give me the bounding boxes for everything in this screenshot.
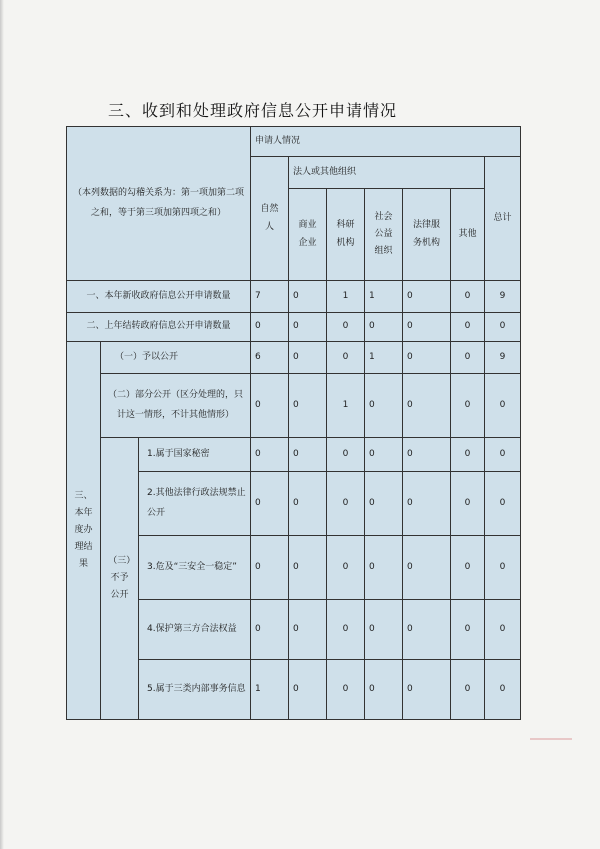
cell-value: 1 — [327, 374, 365, 438]
cell-value: 0 — [251, 374, 289, 438]
row-label: （一）予以公开 — [101, 342, 251, 374]
cell-value: 1 — [365, 281, 403, 313]
cell-value: 0 — [403, 342, 451, 374]
cell-value: 0 — [365, 600, 403, 660]
cell-value: 0 — [451, 313, 485, 342]
cell-value: 0 — [327, 438, 365, 472]
cell-value: 1 — [327, 281, 365, 313]
row-label: 二、上年结转政府信息公开申请数量 — [67, 313, 251, 342]
table-row — [67, 438, 521, 472]
cell-value: 0 — [485, 472, 521, 536]
cell-value: 0 — [403, 536, 451, 600]
cell-value: 1 — [251, 660, 289, 720]
cell-value: 0 — [251, 313, 289, 342]
cell-value: 0 — [403, 660, 451, 720]
cell-value: 6 — [251, 342, 289, 374]
cell-value: 0 — [289, 472, 327, 536]
row-label: （二）部分公开（区分处理的，只计这一情形，不计其他情形） — [101, 374, 251, 438]
cell-value: 0 — [451, 660, 485, 720]
row-label: 5.属于三类内部事务信息 — [139, 660, 251, 720]
cell-value: 0 — [289, 374, 327, 438]
row-label: 4.保护第三方合法权益 — [139, 600, 251, 660]
cell-value: 0 — [451, 472, 485, 536]
cell-value: 0 — [365, 374, 403, 438]
cell-value: 0 — [451, 281, 485, 313]
section-heading: 三、收到和处理政府信息公开申请情况 — [108, 101, 398, 120]
header-public-welfare: 社会公益组织 — [365, 189, 403, 281]
cell-value: 0 — [403, 374, 451, 438]
cell-value: 0 — [327, 472, 365, 536]
cell-value: 0 — [403, 600, 451, 660]
cell-value: 7 — [251, 281, 289, 313]
cell-value: 0 — [289, 313, 327, 342]
cell-value: 0 — [485, 438, 521, 472]
table-row — [67, 281, 521, 313]
applicant-header: 申请人情况 — [251, 127, 521, 157]
cell-value: 0 — [251, 438, 289, 472]
cell-value: 0 — [327, 313, 365, 342]
row-label: 3.危及“三安全一稳定” — [139, 536, 251, 600]
cell-value: 0 — [289, 281, 327, 313]
cell-value: 0 — [485, 536, 521, 600]
legal-entity-header: 法人或其他组织 — [289, 157, 485, 189]
cell-value: 0 — [451, 438, 485, 472]
cell-value: 9 — [485, 281, 521, 313]
cell-value: 1 — [365, 342, 403, 374]
group-label: 三、本年度办理结果 — [67, 342, 101, 720]
cell-value: 0 — [485, 313, 521, 342]
cell-value: 0 — [365, 472, 403, 536]
table-row — [67, 342, 521, 374]
scan-mark — [530, 738, 572, 740]
cell-value: 0 — [403, 438, 451, 472]
table-row — [67, 313, 521, 342]
cell-value: 0 — [365, 660, 403, 720]
header-research: 科研机构 — [327, 189, 365, 281]
cell-value: 0 — [403, 472, 451, 536]
cell-value: 0 — [251, 536, 289, 600]
row-label: 2.其他法律行政法规禁止公开 — [139, 472, 251, 536]
page-edge — [0, 0, 4, 849]
cell-value: 0 — [327, 536, 365, 600]
relationship-note: （本列数据的勾稽关系为：第一项加第二项之和，等于第三项加第四项之和） — [67, 127, 251, 281]
cell-value: 0 — [289, 438, 327, 472]
cell-value: 0 — [365, 536, 403, 600]
cell-value: 0 — [451, 342, 485, 374]
cell-value: 0 — [403, 313, 451, 342]
header-total: 总计 — [485, 157, 521, 281]
cell-value: 0 — [485, 660, 521, 720]
cell-value: 0 — [251, 600, 289, 660]
cell-value: 0 — [365, 313, 403, 342]
cell-value: 0 — [365, 438, 403, 472]
header-other: 其他 — [451, 189, 485, 281]
cell-value: 0 — [289, 600, 327, 660]
cell-value: 0 — [485, 600, 521, 660]
statistics-table — [66, 126, 521, 720]
header-natural-person: 自然人 — [251, 157, 289, 281]
cell-value: 0 — [251, 472, 289, 536]
cell-value: 0 — [451, 374, 485, 438]
cell-value: 0 — [327, 600, 365, 660]
cell-value: 0 — [289, 536, 327, 600]
cell-value: 0 — [451, 600, 485, 660]
cell-value: 0 — [327, 660, 365, 720]
header-legal-service: 法律服务机构 — [403, 189, 451, 281]
cell-value: 0 — [289, 342, 327, 374]
cell-value: 9 — [485, 342, 521, 374]
table-row — [67, 374, 521, 438]
cell-value: 0 — [485, 374, 521, 438]
cell-value: 0 — [289, 660, 327, 720]
cell-value: 0 — [327, 342, 365, 374]
header-commercial: 商业企业 — [289, 189, 327, 281]
not-disclose-label: （三）不予公开 — [101, 438, 139, 720]
row-label: 1.属于国家秘密 — [139, 438, 251, 472]
row-label: 一、本年新收政府信息公开申请数量 — [67, 281, 251, 313]
cell-value: 0 — [451, 536, 485, 600]
cell-value: 0 — [403, 281, 451, 313]
